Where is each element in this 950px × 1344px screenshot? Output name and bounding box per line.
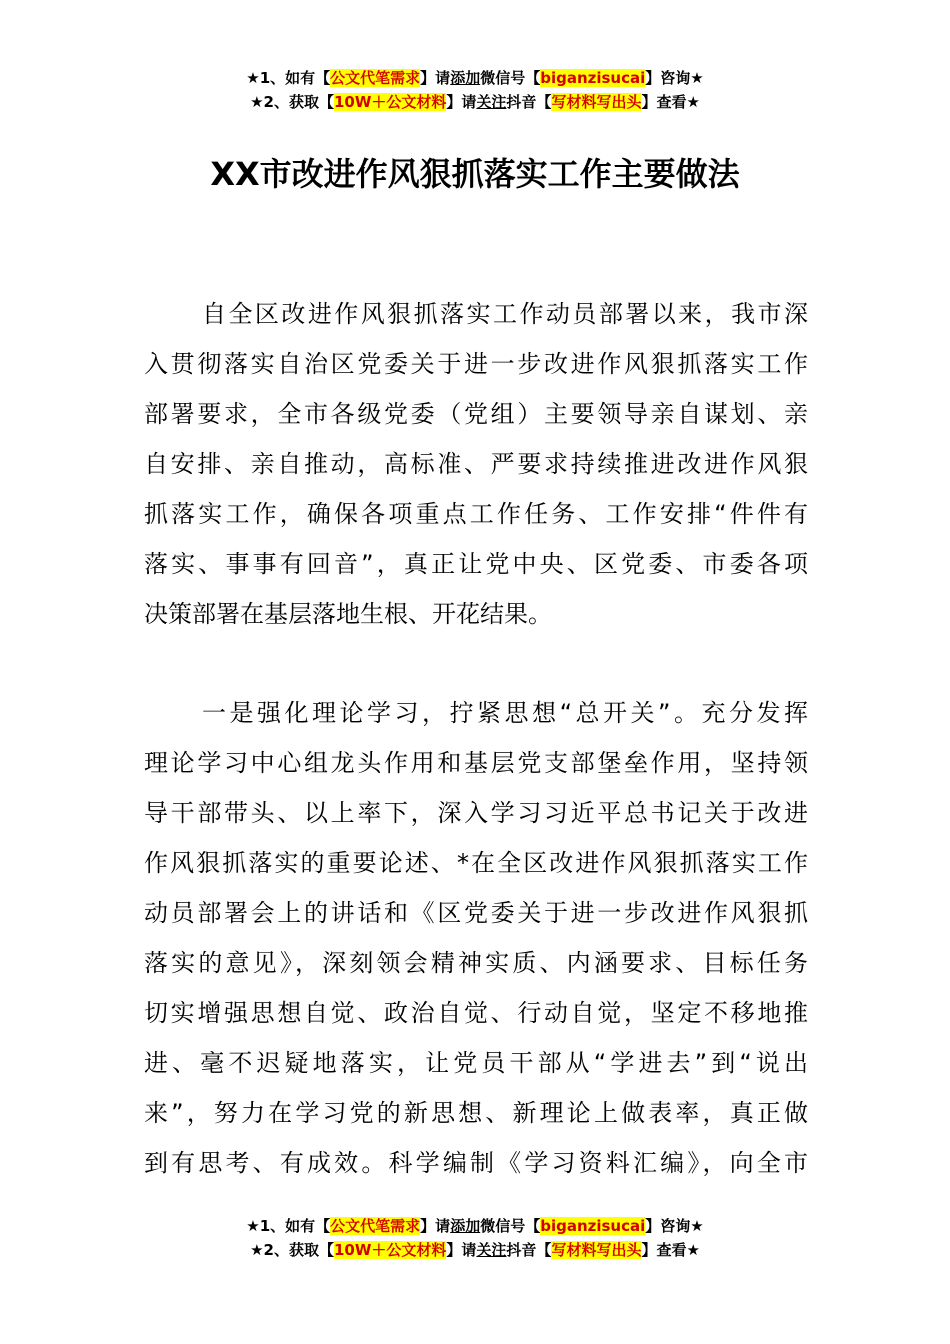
text-line: 抓落实工作，确保各项重点工作任务、工作安排“件件有 [144, 500, 808, 528]
banner-text: 】请 [420, 69, 451, 87]
banner-text: ★2、获取【 [250, 93, 334, 111]
banner-text: 微信号【 [480, 1217, 541, 1235]
text-line: 动员部署会上的讲话和《区党委关于进一步改进作风狠抓 [144, 899, 808, 927]
text-line: 理论学习中心组龙头作用和基层党支部堡垒作用，坚持领 [144, 749, 808, 777]
text-line: 导干部带头、以上率下，深入学习习近平总书记关于改进 [144, 799, 808, 827]
banner-text: 】查看★ [641, 93, 700, 111]
header-banner [0, 66, 950, 114]
banner-underline: 关注 [476, 93, 507, 111]
banner-underline: 添加 [450, 69, 481, 87]
text-line: 到有思考、有成效。科学编制《学习资料汇编》，向全市 [144, 1149, 808, 1177]
banner-highlight: biganzisucai [540, 1217, 646, 1235]
banner-text: 】查看★ [641, 1241, 700, 1259]
banner-text: ★2、获取【 [250, 1241, 334, 1259]
banner-line-1 [0, 1214, 950, 1238]
footer-banner [0, 1214, 950, 1262]
banner-line-2 [0, 90, 950, 114]
banner-text: ★1、如有【 [246, 1217, 331, 1235]
banner-text: 抖音【 [506, 93, 552, 111]
banner-highlight: 10W＋公文材料 [333, 1241, 447, 1259]
banner-highlight: 写材料写出头 [551, 1241, 642, 1259]
text-line: 一是强化理论学习，拧紧思想“总开关”。充分发挥 [202, 699, 808, 727]
text-line: 自安排、亲自推动，高标准、严要求持续推进改进作风狠 [144, 450, 808, 478]
banner-text: 】咨询★ [645, 69, 704, 87]
banner-highlight: biganzisucai [540, 69, 646, 87]
banner-text: 】请 [420, 1217, 451, 1235]
text-line: 作风狠抓落实的重要论述、*在全区改进作风狠抓落实工作 [144, 849, 808, 877]
paragraph-2 [144, 688, 808, 1188]
banner-highlight: 写材料写出头 [551, 93, 642, 111]
banner-underline: 添加 [450, 1217, 481, 1235]
banner-text: 抖音【 [506, 1241, 552, 1259]
banner-line-1 [0, 66, 950, 90]
banner-underline: 关注 [476, 1241, 507, 1259]
text-line: 切实增强思想自觉、政治自觉、行动自觉，坚定不移地推 [144, 999, 808, 1027]
banner-text: 】请 [446, 1241, 477, 1259]
text-line: 部署要求，全市各级党委（党组）主要领导亲自谋划、亲 [144, 400, 808, 428]
banner-highlight: 公文代笔需求 [330, 69, 421, 87]
banner-text: 】请 [446, 93, 477, 111]
text-line: 落实的意见》，深刻领会精神实质、内涵要求、目标任务 [144, 949, 808, 977]
paragraph-1 [144, 289, 808, 639]
banner-text: 】咨询★ [645, 1217, 704, 1235]
text-line: 进、毫不迟疑地落实，让党员干部从“学进去”到“说出 [144, 1049, 808, 1077]
text-line: 自全区改进作风狠抓落实工作动员部署以来，我市深 [202, 300, 808, 328]
banner-highlight: 公文代笔需求 [330, 1217, 421, 1235]
text-line: 决策部署在基层落地生根、开花结果。 [144, 600, 552, 628]
text-line: 落实、事事有回音”，真正让党中央、区党委、市委各项 [144, 550, 808, 578]
banner-text: 微信号【 [480, 69, 541, 87]
banner-text: ★1、如有【 [246, 69, 331, 87]
text-line: 来”，努力在学习党的新思想、新理论上做表率，真正做 [144, 1099, 808, 1127]
document-title: XX市改进作风狠抓落实工作主要做法 [210, 155, 740, 193]
banner-line-2 [0, 1238, 950, 1262]
text-line: 入贯彻落实自治区党委关于进一步改进作风狠抓落实工作 [144, 350, 808, 378]
banner-highlight: 10W＋公文材料 [333, 93, 447, 111]
